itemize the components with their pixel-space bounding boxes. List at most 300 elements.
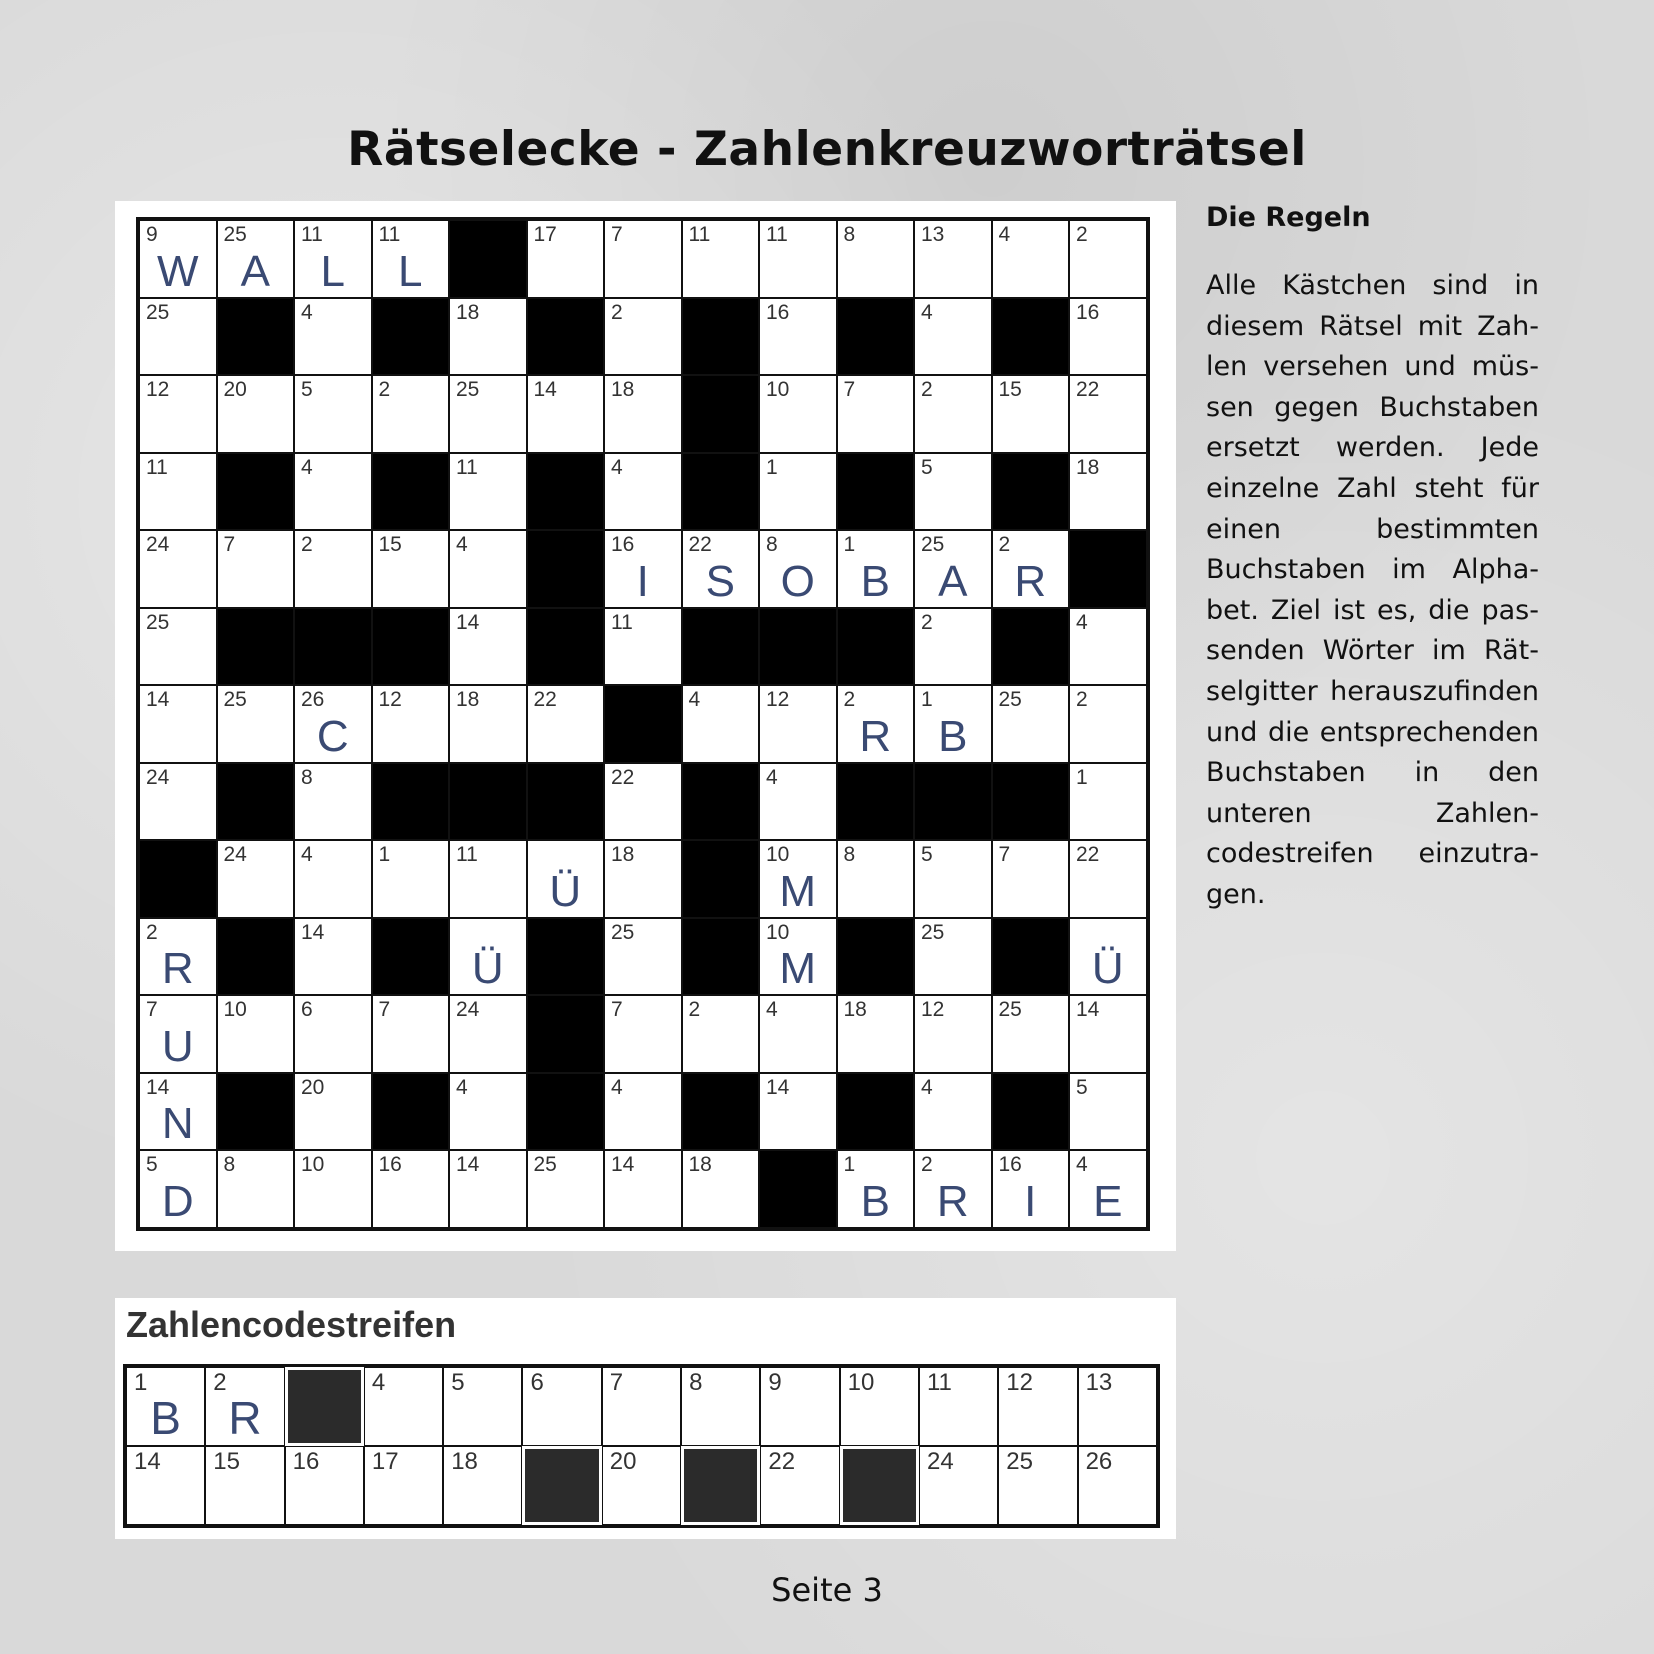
crossword-cell-number: 5 xyxy=(146,1153,158,1176)
crossword-cell[interactable] xyxy=(449,375,527,453)
crossword-black-cell xyxy=(837,918,915,996)
crossword-cell-number: 22 xyxy=(688,533,712,556)
crossword-black-cell xyxy=(217,608,295,686)
crossword-cell-number: 12 xyxy=(146,378,170,401)
crossword-cell-number: 2 xyxy=(1076,223,1088,246)
crossword-cell-number: 17 xyxy=(533,223,557,246)
crossword-cell-number: 4 xyxy=(766,998,778,1021)
crossword-cell[interactable] xyxy=(759,220,837,298)
code-strip-cell-number: 1 xyxy=(134,1369,148,1396)
crossword-cell[interactable] xyxy=(449,530,527,608)
crossword-cell[interactable] xyxy=(372,685,450,763)
code-strip-cell[interactable] xyxy=(205,1446,284,1525)
crossword-cell[interactable] xyxy=(682,530,760,608)
crossword-cell[interactable] xyxy=(837,1150,915,1228)
crossword-cell-number: 9 xyxy=(146,223,158,246)
crossword-cell-number: 5 xyxy=(921,843,933,866)
crossword-cell-number: 14 xyxy=(456,1153,480,1176)
crossword-black-cell xyxy=(837,1073,915,1151)
crossword-cell-number: 11 xyxy=(301,223,323,246)
crossword-cell-number: 25 xyxy=(533,1153,557,1176)
crossword-cell[interactable] xyxy=(604,918,682,996)
crossword-cell[interactable] xyxy=(449,840,527,918)
crossword-cell-number: 8 xyxy=(843,843,856,866)
crossword-cell-number: 11 xyxy=(146,455,168,479)
crossword-cell-number: 22 xyxy=(533,688,557,711)
crossword-cell-number: 14 xyxy=(301,920,325,944)
crossword-cell[interactable] xyxy=(604,1150,682,1228)
crossword-cell-number: 12 xyxy=(921,998,945,1021)
crossword-cell[interactable] xyxy=(294,530,372,608)
code-strip-cell-number: 4 xyxy=(371,1369,386,1396)
crossword-cell[interactable] xyxy=(759,453,837,531)
crossword-cell-number: 11 xyxy=(378,223,401,246)
crossword-cell-letter: D xyxy=(161,1176,194,1226)
crossword-cell-number: 15 xyxy=(998,378,1022,401)
crossword-black-cell xyxy=(527,1073,605,1151)
crossword-cell-letter: R xyxy=(859,711,892,761)
crossword-cell[interactable] xyxy=(294,375,372,453)
crossword-cell-letter: Ü xyxy=(549,866,582,916)
crossword-cell-letter: A xyxy=(938,556,968,606)
crossword-black-cell xyxy=(992,763,1070,841)
crossword-cell[interactable] xyxy=(139,763,217,841)
crossword-black-cell xyxy=(604,685,682,763)
crossword-cell-number: 7 xyxy=(998,843,1011,866)
crossword-cell[interactable] xyxy=(449,1073,527,1151)
crossword-cell[interactable] xyxy=(139,298,217,376)
code-strip-cell-number: 16 xyxy=(292,1448,320,1475)
crossword-cell-number: 25 xyxy=(921,533,945,556)
crossword-cell[interactable] xyxy=(527,840,605,918)
crossword-cell-number: 20 xyxy=(301,1075,325,1099)
crossword-cell-number: 8 xyxy=(223,1153,236,1176)
crossword-cell[interactable] xyxy=(372,530,450,608)
crossword-cell-number: 14 xyxy=(1076,998,1100,1021)
crossword-cell[interactable] xyxy=(372,1150,450,1228)
crossword-cell[interactable] xyxy=(217,1150,295,1228)
crossword-cell[interactable] xyxy=(294,840,372,918)
code-strip-cell-number: 12 xyxy=(1006,1369,1033,1396)
crossword-cell[interactable] xyxy=(992,685,1070,763)
crossword-black-cell xyxy=(139,840,217,918)
crossword-cell[interactable] xyxy=(294,1073,372,1151)
crossword-cell[interactable] xyxy=(914,453,992,531)
crossword-cell-number: 1 xyxy=(766,455,778,479)
crossword-black-cell xyxy=(682,918,760,996)
crossword-cell-number: 14 xyxy=(146,688,170,711)
crossword-cell-number: 11 xyxy=(456,455,478,479)
crossword-black-cell xyxy=(217,918,295,996)
crossword-cell-number: 18 xyxy=(688,1153,712,1176)
crossword-cell[interactable] xyxy=(914,1150,992,1228)
crossword-cell[interactable] xyxy=(1069,995,1147,1073)
crossword-cell[interactable] xyxy=(604,763,682,841)
crossword-cell-letter: U xyxy=(161,1021,194,1071)
crossword-cell-number: 4 xyxy=(921,1075,933,1099)
crossword-cell[interactable] xyxy=(604,298,682,376)
crossword-cell[interactable] xyxy=(527,220,605,298)
crossword-cell-number: 7 xyxy=(611,998,623,1021)
crossword-cell[interactable] xyxy=(449,685,527,763)
crossword-cell-number: 18 xyxy=(843,998,867,1021)
crossword-cell-number: 2 xyxy=(301,533,313,556)
crossword-black-cell xyxy=(682,1073,760,1151)
crossword-cell[interactable] xyxy=(759,530,837,608)
code-strip-cell-number: 8 xyxy=(689,1369,703,1396)
crossword-cell[interactable] xyxy=(1069,1073,1147,1151)
crossword-cell[interactable] xyxy=(1069,220,1147,298)
crossword-cell[interactable] xyxy=(837,220,915,298)
code-strip-cell-number: 22 xyxy=(768,1448,796,1475)
crossword-cell-number: 25 xyxy=(223,223,247,246)
crossword-cell[interactable] xyxy=(217,530,295,608)
crossword-black-cell xyxy=(992,608,1070,686)
code-strip-cell[interactable] xyxy=(1078,1446,1157,1525)
crossword-cell[interactable] xyxy=(527,375,605,453)
code-strip-cell-letter: B xyxy=(150,1392,181,1444)
crossword-cell-number: 4 xyxy=(1076,610,1088,634)
crossword-cell[interactable] xyxy=(914,685,992,763)
crossword-cell-number: 11 xyxy=(456,843,478,866)
code-strip-cell[interactable] xyxy=(443,1367,522,1446)
crossword-cell[interactable] xyxy=(217,220,295,298)
code-strip-cell-number: 26 xyxy=(1085,1448,1113,1475)
crossword-cell[interactable] xyxy=(837,530,915,608)
code-strip-cell-number: 17 xyxy=(371,1448,399,1475)
crossword-cell-letter: R xyxy=(161,944,194,993)
crossword-cell-number: 11 xyxy=(766,223,788,246)
crossword-black-cell xyxy=(372,298,450,376)
crossword-cell[interactable] xyxy=(759,840,837,918)
crossword-cell-number: 4 xyxy=(456,533,468,556)
crossword-cell-number: 5 xyxy=(301,378,313,401)
crossword-cell[interactable] xyxy=(914,1073,992,1151)
code-strip-cell[interactable] xyxy=(840,1367,919,1446)
crossword-cell[interactable] xyxy=(759,298,837,376)
crossword-cell[interactable] xyxy=(294,685,372,763)
code-strip-cell[interactable] xyxy=(126,1367,205,1446)
rules-panel xyxy=(1206,202,1539,916)
crossword-cell-number: 25 xyxy=(456,378,480,401)
crossword-cell[interactable] xyxy=(527,1150,605,1228)
crossword-cell[interactable] xyxy=(449,453,527,531)
code-strip-cell[interactable] xyxy=(364,1446,443,1525)
crossword-cell[interactable] xyxy=(604,608,682,686)
crossword-cell-number: 4 xyxy=(301,300,313,324)
crossword-cell[interactable] xyxy=(759,763,837,841)
crossword-cell-number: 25 xyxy=(921,920,945,944)
crossword-black-cell xyxy=(759,608,837,686)
crossword-black-cell xyxy=(992,918,1070,996)
crossword-cell-number: 18 xyxy=(456,300,480,324)
crossword-cell[interactable] xyxy=(992,220,1070,298)
crossword-cell-letter: L xyxy=(320,246,345,296)
crossword-cell[interactable] xyxy=(992,995,1070,1073)
code-strip-cell[interactable] xyxy=(443,1446,522,1525)
crossword-cell[interactable] xyxy=(1069,763,1147,841)
code-strip-cell-number: 20 xyxy=(609,1448,637,1475)
crossword-cell-letter: S xyxy=(705,556,735,606)
crossword-black-cell xyxy=(527,298,605,376)
crossword-cell[interactable] xyxy=(139,453,217,531)
code-strip-cell-number: 14 xyxy=(134,1448,161,1475)
crossword-cell[interactable] xyxy=(217,995,295,1073)
crossword-cell[interactable] xyxy=(139,1073,217,1151)
crossword-cell[interactable] xyxy=(604,1073,682,1151)
code-strip-cell[interactable] xyxy=(1078,1367,1157,1446)
crossword-cell[interactable] xyxy=(449,298,527,376)
crossword-cell-letter: C xyxy=(316,711,349,761)
crossword-cell-number: 8 xyxy=(843,223,856,246)
crossword-cell-number: 16 xyxy=(766,300,790,324)
crossword-cell-number: 1 xyxy=(843,533,856,556)
crossword-cell-number: 24 xyxy=(146,533,170,556)
crossword-black-cell xyxy=(837,608,915,686)
crossword-cell[interactable] xyxy=(992,530,1070,608)
code-strip-cell[interactable] xyxy=(205,1367,284,1446)
code-strip-cell[interactable] xyxy=(998,1367,1077,1446)
crossword-black-cell xyxy=(992,1073,1070,1151)
crossword-cell-number: 26 xyxy=(301,688,325,711)
code-strip-cell[interactable] xyxy=(364,1367,443,1446)
crossword-cell[interactable] xyxy=(992,840,1070,918)
crossword-cell-number: 1 xyxy=(921,688,933,711)
rules-text: Alle Kästchen sind in diesem Rätsel mit Zahlen versehen und müssen gegen Buchstaben ersetzt werden. Jede einzelne Zahl steht für einen bestimmten Buchstaben im Alphabet. Ziel ist es, die passenden Wörter im Rätselgitter herauszufinden und die entsprechenden Buchstaben in den unteren Zahlencodestreifen einzutragen. xyxy=(1206,270,1539,910)
crossword-cell[interactable] xyxy=(294,453,372,531)
crossword-cell[interactable] xyxy=(449,918,527,996)
crossword-cell-number: 25 xyxy=(223,688,247,711)
crossword-cell[interactable] xyxy=(139,685,217,763)
code-strip-cell-number: 10 xyxy=(847,1369,875,1396)
crossword-cell[interactable] xyxy=(682,995,760,1073)
crossword-cell[interactable] xyxy=(217,375,295,453)
code-strip-panel xyxy=(115,1298,1176,1539)
crossword-cell[interactable] xyxy=(139,918,217,996)
crossword-cell-letter: O xyxy=(780,556,815,606)
crossword-cell[interactable] xyxy=(837,685,915,763)
crossword-cell-number: 5 xyxy=(1076,1075,1088,1099)
crossword-cell-number: 6 xyxy=(301,998,313,1021)
code-strip-cell[interactable] xyxy=(919,1446,998,1525)
crossword-cell[interactable] xyxy=(449,608,527,686)
crossword-cell[interactable] xyxy=(294,763,372,841)
crossword-black-cell xyxy=(217,1073,295,1151)
crossword-cell[interactable] xyxy=(294,918,372,996)
crossword-cell[interactable] xyxy=(1069,453,1147,531)
crossword-cell-letter: B xyxy=(860,1176,890,1226)
crossword-cell-letter: L xyxy=(398,246,423,296)
crossword-cell-number: 7 xyxy=(223,533,236,556)
crossword-cell-number: 4 xyxy=(301,843,313,866)
crossword-cell-number: 10 xyxy=(301,1153,325,1176)
crossword-cell-letter: Ü xyxy=(1091,944,1124,993)
crossword-cell[interactable] xyxy=(139,1150,217,1228)
crossword-cell[interactable] xyxy=(139,608,217,686)
crossword-cell[interactable] xyxy=(759,995,837,1073)
code-strip-cell[interactable] xyxy=(681,1367,760,1446)
code-strip-cell-number: 13 xyxy=(1085,1369,1113,1396)
crossword-cell-letter: A xyxy=(240,246,270,296)
crossword-cell[interactable] xyxy=(682,685,760,763)
crossword-black-cell xyxy=(372,1073,450,1151)
crossword-cell[interactable] xyxy=(139,375,217,453)
crossword-cell[interactable] xyxy=(1069,298,1147,376)
crossword-cell-number: 11 xyxy=(688,223,711,246)
crossword-cell[interactable] xyxy=(682,1150,760,1228)
code-strip-cell-number: 7 xyxy=(609,1369,624,1396)
crossword-black-cell xyxy=(837,298,915,376)
crossword-cell-number: 18 xyxy=(611,378,635,401)
crossword-black-cell xyxy=(837,763,915,841)
crossword-cell-number: 22 xyxy=(611,765,635,789)
code-strip-cell-number: 15 xyxy=(213,1448,240,1475)
crossword-cell-letter: B xyxy=(938,711,968,761)
crossword-cell[interactable] xyxy=(759,685,837,763)
crossword-cell-letter: B xyxy=(860,556,890,606)
crossword-cell-number: 10 xyxy=(766,843,790,866)
crossword-cell[interactable] xyxy=(837,375,915,453)
crossword-cell-number: 2 xyxy=(378,378,391,401)
crossword-cell-number: 4 xyxy=(1076,1153,1088,1176)
crossword-panel xyxy=(115,201,1176,1251)
crossword-black-cell xyxy=(682,298,760,376)
crossword-black-cell xyxy=(682,840,760,918)
crossword-cell-number: 14 xyxy=(533,378,557,401)
code-strip-cell[interactable] xyxy=(522,1367,601,1446)
crossword-cell[interactable] xyxy=(604,375,682,453)
rules-heading: Die Regeln xyxy=(1206,202,1371,233)
crossword-cell-number: 2 xyxy=(1076,688,1088,711)
code-strip-cell[interactable] xyxy=(760,1367,839,1446)
code-strip-cell[interactable] xyxy=(602,1367,681,1446)
crossword-cell[interactable] xyxy=(914,298,992,376)
crossword-cell[interactable] xyxy=(759,375,837,453)
crossword-cell[interactable] xyxy=(992,375,1070,453)
crossword-cell[interactable] xyxy=(294,298,372,376)
crossword-cell-number: 4 xyxy=(998,223,1011,246)
code-strip-black-cell xyxy=(681,1446,760,1525)
crossword-cell-number: 18 xyxy=(611,843,635,866)
crossword-cell[interactable] xyxy=(759,918,837,996)
crossword-cell-letter: I xyxy=(1024,1176,1037,1226)
code-strip-cell-number: 24 xyxy=(926,1448,954,1475)
crossword-cell[interactable] xyxy=(294,220,372,298)
crossword-black-cell xyxy=(449,220,527,298)
crossword-cell-number: 16 xyxy=(611,533,635,556)
crossword-cell-number: 14 xyxy=(766,1075,790,1099)
crossword-black-cell xyxy=(682,453,760,531)
code-strip-cell[interactable] xyxy=(760,1446,839,1525)
crossword-cell[interactable] xyxy=(372,220,450,298)
crossword-cell-number: 2 xyxy=(921,610,933,634)
crossword-cell[interactable] xyxy=(139,995,217,1073)
crossword-cell-number: 2 xyxy=(921,1153,933,1176)
crossword-cell[interactable] xyxy=(1069,685,1147,763)
crossword-cell[interactable] xyxy=(837,840,915,918)
crossword-cell[interactable] xyxy=(604,530,682,608)
crossword-cell-number: 25 xyxy=(611,920,635,944)
code-strip-cell[interactable] xyxy=(998,1446,1077,1525)
crossword-black-cell xyxy=(527,608,605,686)
crossword-cell-number: 14 xyxy=(456,610,480,634)
crossword-cell[interactable] xyxy=(1069,608,1147,686)
crossword-cell[interactable] xyxy=(604,840,682,918)
crossword-cell[interactable] xyxy=(449,1150,527,1228)
crossword-cell[interactable] xyxy=(914,918,992,996)
crossword-cell[interactable] xyxy=(139,530,217,608)
crossword-cell[interactable] xyxy=(1069,918,1147,996)
crossword-cell[interactable] xyxy=(914,995,992,1073)
crossword-cell[interactable] xyxy=(217,685,295,763)
crossword-cell[interactable] xyxy=(682,220,760,298)
crossword-cell[interactable] xyxy=(992,1150,1070,1228)
crossword-cell[interactable] xyxy=(759,1073,837,1151)
crossword-cell-number: 12 xyxy=(766,688,790,711)
crossword-cell[interactable] xyxy=(604,220,682,298)
crossword-cell[interactable] xyxy=(372,995,450,1073)
crossword-cell-number: 24 xyxy=(223,843,247,866)
code-strip-cell-number: 9 xyxy=(768,1369,782,1396)
crossword-cell-letter: I xyxy=(636,556,649,606)
crossword-cell[interactable] xyxy=(1069,375,1147,453)
crossword-black-cell xyxy=(992,453,1070,531)
crossword-cell[interactable] xyxy=(914,220,992,298)
crossword-cell[interactable] xyxy=(837,995,915,1073)
crossword-cell-number: 7 xyxy=(843,378,856,401)
crossword-cell[interactable] xyxy=(914,375,992,453)
crossword-cell[interactable] xyxy=(449,995,527,1073)
crossword-cell-number: 4 xyxy=(301,455,313,479)
crossword-black-cell xyxy=(527,763,605,841)
code-strip-cell[interactable] xyxy=(602,1446,681,1525)
crossword-cell[interactable] xyxy=(372,840,450,918)
crossword-black-cell xyxy=(682,763,760,841)
crossword-cell[interactable] xyxy=(139,220,217,298)
crossword-cell-number: 5 xyxy=(921,455,933,479)
crossword-cell[interactable] xyxy=(217,840,295,918)
crossword-cell-number: 8 xyxy=(766,533,778,556)
code-strip-cell-letter: R xyxy=(228,1392,262,1444)
crossword-cell[interactable] xyxy=(1069,1150,1147,1228)
crossword-cell-number: 2 xyxy=(843,688,856,711)
crossword-cell[interactable] xyxy=(604,453,682,531)
crossword-cell-number: 4 xyxy=(611,455,623,479)
crossword-cell-number: 2 xyxy=(611,300,623,324)
code-strip-cell[interactable] xyxy=(285,1446,364,1525)
code-strip-cell[interactable] xyxy=(126,1446,205,1525)
crossword-cell-number: 4 xyxy=(611,1075,623,1099)
crossword-cell-number: 15 xyxy=(378,533,402,556)
crossword-cell[interactable] xyxy=(914,840,992,918)
crossword-cell-number: 22 xyxy=(1076,378,1100,401)
crossword-cell[interactable] xyxy=(604,995,682,1073)
crossword-cell[interactable] xyxy=(1069,840,1147,918)
crossword-cell[interactable] xyxy=(527,685,605,763)
crossword-cell-letter: M xyxy=(779,866,817,916)
crossword-cell[interactable] xyxy=(294,995,372,1073)
crossword-cell-number: 7 xyxy=(378,998,391,1021)
crossword-cell-number: 20 xyxy=(223,378,247,401)
crossword-cell[interactable] xyxy=(914,608,992,686)
crossword-black-cell xyxy=(372,918,450,996)
crossword-cell[interactable] xyxy=(372,375,450,453)
code-strip-cell[interactable] xyxy=(919,1367,998,1446)
crossword-cell-number: 4 xyxy=(456,1075,468,1099)
crossword-cell[interactable] xyxy=(914,530,992,608)
crossword-cell[interactable] xyxy=(294,1150,372,1228)
crossword-cell-letter: R xyxy=(1014,556,1047,606)
